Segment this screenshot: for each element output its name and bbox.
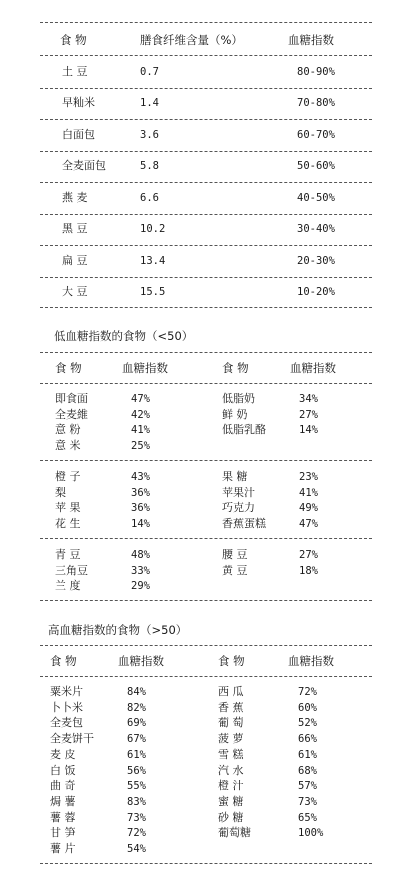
high-food-name: 全麦饼干 xyxy=(50,732,94,746)
high-header-gi-left: 血糖指数 xyxy=(118,654,164,668)
row-divider xyxy=(40,151,372,152)
low-gi-value: 43% xyxy=(131,471,150,483)
low-header-food-left: 食 物 xyxy=(55,361,82,375)
low-gi-value: 27% xyxy=(299,549,318,561)
low-food-name: 三角豆 xyxy=(55,563,88,577)
high-gi-value: 57% xyxy=(298,780,317,793)
high-gi-value: 72% xyxy=(298,686,317,698)
low-gi-value: 23% xyxy=(299,471,318,483)
gi-value: 10-20% xyxy=(297,286,335,298)
section-divider xyxy=(40,352,372,353)
low-header-gi-left: 血糖指数 xyxy=(122,361,168,375)
high-food-name: 菠 萝 xyxy=(218,732,244,746)
low-food-name: 全麦維 xyxy=(55,407,88,421)
gi-value: 40-50% xyxy=(297,192,335,204)
gi-value: 30-40% xyxy=(297,223,335,235)
fiber-food-name: 土 豆 xyxy=(62,65,88,78)
fiber-content-value: 5.8 xyxy=(140,160,159,172)
section-bottom-divider xyxy=(40,600,372,601)
fiber-content-value: 0.7 xyxy=(140,66,159,78)
fiber-content-value: 15.5 xyxy=(140,286,166,298)
high-gi-value: 82% xyxy=(127,701,146,714)
group-divider xyxy=(40,460,372,461)
low-food-name: 黄 豆 xyxy=(222,563,248,577)
high-gi-value: 66% xyxy=(298,733,317,746)
high-header-food-right: 食 物 xyxy=(218,654,245,668)
high-food-name: 卜卜米 xyxy=(50,700,83,714)
high-food-name: 香 蕉 xyxy=(218,700,244,714)
high-food-name: 雪 糕 xyxy=(218,747,244,761)
low-gi-value: 41% xyxy=(299,486,318,499)
low-food-name: 苹果汁 xyxy=(222,485,255,499)
high-food-name: 粟米片 xyxy=(50,685,83,698)
row-divider xyxy=(40,214,372,215)
high-food-name: 橙 汁 xyxy=(218,779,244,793)
row-divider xyxy=(40,245,372,246)
fiber-food-name: 燕 麦 xyxy=(62,191,88,204)
table-bottom-divider xyxy=(40,307,372,308)
section-divider xyxy=(40,645,372,646)
fiber-content-value: 3.6 xyxy=(140,129,159,141)
low-gi-value: 36% xyxy=(131,502,150,514)
high-gi-value: 69% xyxy=(127,717,146,730)
high-gi-value: 73% xyxy=(298,795,317,808)
low-food-name: 苹 果 xyxy=(55,501,81,514)
row-divider xyxy=(40,277,372,278)
high-gi-value: 100% xyxy=(298,827,324,840)
gi-value: 60-70% xyxy=(297,129,335,141)
fiber-food-name: 全麦面包 xyxy=(62,159,106,172)
high-food-name: 葡 萄 xyxy=(218,716,244,730)
low-header-gi-right: 血糖指数 xyxy=(290,361,336,375)
high-header-gi-right: 血糖指数 xyxy=(288,654,334,668)
high-gi-value: 67% xyxy=(127,733,146,746)
low-gi-value: 25% xyxy=(131,439,150,452)
low-gi-value: 41% xyxy=(131,424,150,436)
high-gi-value: 55% xyxy=(127,780,146,793)
high-gi-title: 高血糖指数的食物（>50） xyxy=(48,623,188,637)
low-food-name: 梨 xyxy=(55,485,66,499)
fiber-food-name: 扁 豆 xyxy=(62,254,88,267)
header-fiber: 膳食纤维含量（%） xyxy=(140,33,243,47)
low-food-name: 香蕉蛋糕 xyxy=(222,516,266,530)
low-header-food-right: 食 物 xyxy=(222,361,249,375)
fiber-content-value: 13.4 xyxy=(140,255,166,267)
low-food-name: 腰 豆 xyxy=(222,548,248,561)
low-food-name: 花 生 xyxy=(55,516,81,530)
row-divider xyxy=(40,182,372,183)
high-gi-value: 84% xyxy=(127,686,146,698)
fiber-content-value: 6.6 xyxy=(140,192,159,204)
low-gi-value: 48% xyxy=(131,549,150,561)
group-divider xyxy=(40,538,372,539)
low-gi-value: 36% xyxy=(131,486,150,499)
high-gi-value: 52% xyxy=(298,717,317,730)
high-gi-value: 73% xyxy=(127,811,146,824)
low-gi-value: 47% xyxy=(131,393,150,405)
low-food-name: 意 粉 xyxy=(55,423,81,436)
high-gi-value: 83% xyxy=(127,795,146,808)
high-header-food-left: 食 物 xyxy=(50,654,77,668)
low-food-name: 即食面 xyxy=(55,392,88,405)
bottom-divider xyxy=(40,863,372,864)
low-gi-value: 18% xyxy=(299,564,318,577)
header-food: 食 物 xyxy=(60,33,87,47)
header-gi: 血糖指数 xyxy=(288,33,334,47)
high-food-name: 白 饭 xyxy=(50,763,76,777)
high-food-name: 焗 薯 xyxy=(50,794,76,808)
high-gi-value: 72% xyxy=(127,827,146,840)
low-food-name: 意 米 xyxy=(55,438,81,452)
high-food-name: 薯 蓉 xyxy=(50,810,76,824)
low-gi-value: 27% xyxy=(299,408,318,421)
fiber-food-name: 黑 豆 xyxy=(62,222,88,235)
high-food-name: 曲 奇 xyxy=(50,779,76,793)
high-food-name: 全麦包 xyxy=(50,716,83,730)
low-gi-value: 29% xyxy=(131,580,150,592)
gi-value: 20-30% xyxy=(297,255,335,267)
low-gi-value: 14% xyxy=(131,517,150,530)
high-food-name: 薯 片 xyxy=(50,842,76,855)
high-food-name: 西 瓜 xyxy=(218,685,244,698)
high-food-name: 麦 皮 xyxy=(50,747,76,761)
header-divider xyxy=(40,676,372,677)
low-gi-value: 42% xyxy=(131,408,150,421)
fiber-food-name: 早籼米 xyxy=(62,96,95,109)
high-food-name: 蜜 糖 xyxy=(218,794,244,808)
fiber-food-name: 白面包 xyxy=(62,128,95,141)
fiber-content-value: 1.4 xyxy=(140,97,159,109)
low-food-name: 巧克力 xyxy=(222,501,255,514)
high-gi-value: 60% xyxy=(298,701,317,714)
low-food-name: 兰 度 xyxy=(55,579,81,592)
low-gi-value: 47% xyxy=(299,517,318,530)
high-food-name: 汽 水 xyxy=(218,763,244,777)
low-gi-value: 34% xyxy=(299,393,318,405)
high-gi-value: 61% xyxy=(127,748,146,761)
high-food-name: 甘 笋 xyxy=(50,826,76,840)
high-food-name: 葡萄糖 xyxy=(218,826,251,840)
row-divider xyxy=(40,88,372,89)
header-divider xyxy=(40,383,372,384)
high-gi-value: 65% xyxy=(298,811,317,824)
gi-value: 70-80% xyxy=(297,97,335,109)
low-food-name: 青 豆 xyxy=(55,548,81,561)
fiber-content-value: 10.2 xyxy=(140,223,166,235)
low-gi-title: 低血糖指数的食物（<50） xyxy=(54,329,194,343)
high-gi-value: 61% xyxy=(298,748,317,761)
high-gi-value: 56% xyxy=(127,764,146,777)
low-gi-value: 33% xyxy=(131,564,150,577)
high-food-name: 砂 糖 xyxy=(218,810,244,824)
row-divider xyxy=(40,119,372,120)
low-gi-value: 14% xyxy=(299,424,318,436)
low-gi-value: 49% xyxy=(299,502,318,514)
header-divider xyxy=(40,55,372,56)
gi-value: 50-60% xyxy=(297,160,335,172)
low-food-name: 鲜 奶 xyxy=(222,407,248,421)
low-food-name: 低脂乳酪 xyxy=(222,423,266,436)
low-food-name: 橙 子 xyxy=(55,470,81,483)
high-gi-value: 54% xyxy=(127,843,146,855)
gi-value: 80-90% xyxy=(297,66,335,78)
fiber-food-name: 大 豆 xyxy=(62,285,88,298)
low-food-name: 果 糖 xyxy=(222,470,248,483)
top-divider xyxy=(40,22,372,23)
high-gi-value: 68% xyxy=(298,764,317,777)
low-food-name: 低脂奶 xyxy=(222,392,255,405)
